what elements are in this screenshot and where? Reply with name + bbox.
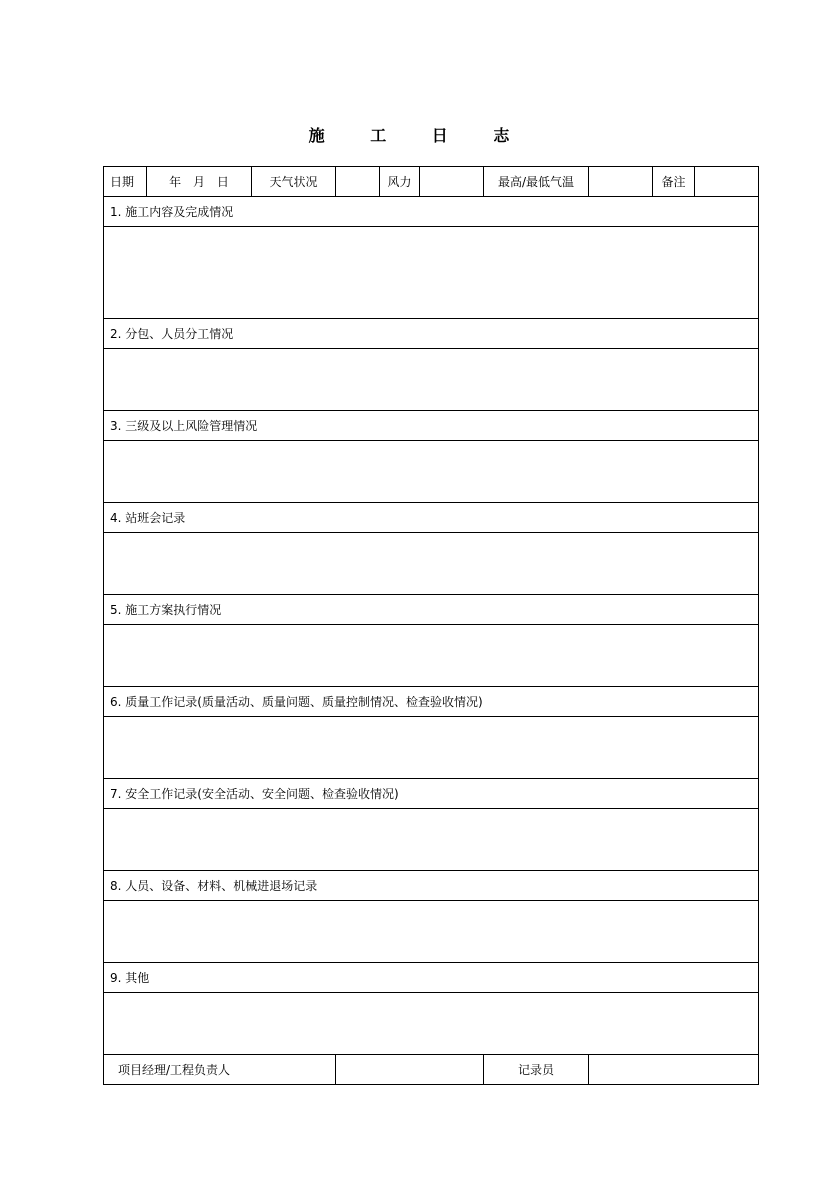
section-5-content[interactable] bbox=[104, 625, 759, 687]
section-4-heading: 4. 站班会记录 bbox=[104, 503, 759, 533]
remarks-label: 备注 bbox=[653, 167, 695, 197]
date-label: 日期 bbox=[104, 167, 147, 197]
date-day-label: 日 bbox=[216, 175, 229, 189]
section-9-heading: 9. 其他 bbox=[104, 963, 759, 993]
recorder-label: 记录员 bbox=[484, 1055, 589, 1085]
section-1-heading: 1. 施工内容及完成情况 bbox=[104, 197, 759, 227]
date-field[interactable] bbox=[147, 167, 252, 197]
section-2-content[interactable] bbox=[104, 349, 759, 411]
weather-label: 天气状况 bbox=[252, 167, 336, 197]
section-7-content[interactable] bbox=[104, 809, 759, 871]
section-2-heading: 2. 分包、人员分工情况 bbox=[104, 319, 759, 349]
remarks-field[interactable] bbox=[695, 167, 759, 197]
page-title: 施 工 日 志 bbox=[308, 126, 530, 145]
date-month-label: 月 bbox=[192, 175, 205, 189]
manager-signature-field[interactable] bbox=[336, 1055, 484, 1085]
footer-row bbox=[104, 1055, 759, 1085]
wind-field[interactable] bbox=[420, 167, 484, 197]
date-year-label: 年 bbox=[169, 175, 182, 189]
section-1-content[interactable] bbox=[104, 227, 759, 319]
section-3-heading: 3. 三级及以上风险管理情况 bbox=[104, 411, 759, 441]
wind-label: 风力 bbox=[380, 167, 420, 197]
construction-log-table bbox=[103, 166, 759, 1085]
section-4-content[interactable] bbox=[104, 533, 759, 595]
weather-field[interactable] bbox=[336, 167, 380, 197]
section-6-heading: 6. 质量工作记录(质量活动、质量问题、质量控制情况、检查验收情况) bbox=[104, 687, 759, 717]
section-9-content[interactable] bbox=[104, 993, 759, 1055]
section-8-heading: 8. 人员、设备、材料、机械进退场记录 bbox=[104, 871, 759, 901]
temp-label: 最高/最低气温 bbox=[484, 167, 589, 197]
recorder-signature-field[interactable] bbox=[589, 1055, 759, 1085]
section-6-content[interactable] bbox=[104, 717, 759, 779]
temp-field[interactable] bbox=[589, 167, 653, 197]
section-5-heading: 5. 施工方案执行情况 bbox=[104, 595, 759, 625]
header-row bbox=[104, 167, 759, 197]
section-7-heading: 7. 安全工作记录(安全活动、安全问题、检查验收情况) bbox=[104, 779, 759, 809]
section-3-content[interactable] bbox=[104, 441, 759, 503]
section-8-content[interactable] bbox=[104, 901, 759, 963]
manager-label: 项目经理/工程负责人 bbox=[104, 1055, 336, 1085]
